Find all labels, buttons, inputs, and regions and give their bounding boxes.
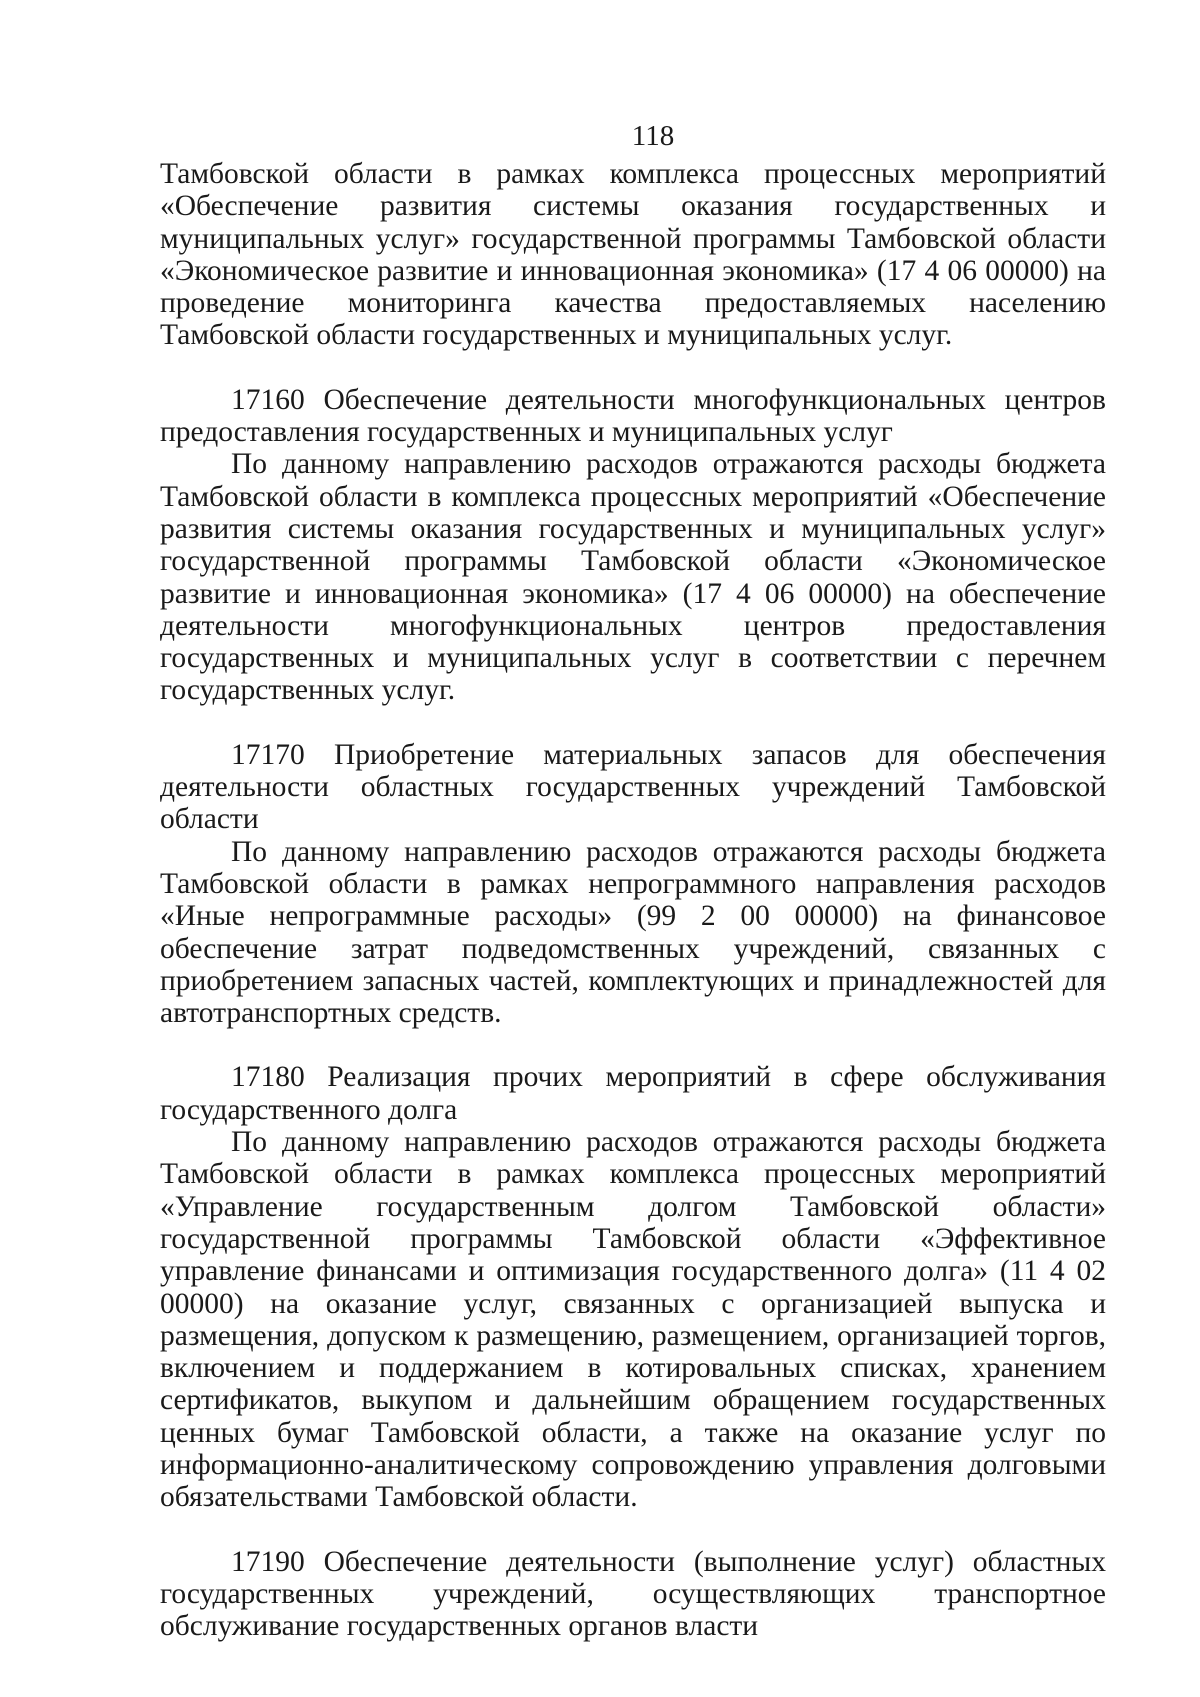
section-heading-17180: 17180 Реализация прочих мероприятий в сфере обслуживания государственного долга bbox=[160, 1061, 1106, 1126]
section-gap bbox=[160, 707, 1106, 739]
section-gap bbox=[160, 1029, 1106, 1061]
section-body-17180: По данному направлению расходов отражаются расходы бюджета Тамбовской области в рамках комплекса процессных мероприятий «Управление государственным долгом Тамбовской области» государственной программы Тамбовской области «Эффективное управление финансами и оптимизация государственного долга» (11 4 02 00000) на оказание услуг, связанных с организацией выпуска и размещения, допуском к размещению, размещением, организацией торгов, включением и поддержанием в котировальных списках, хранением сертификатов, выкупом и дальнейшим обращением государственных ценных бумаг Тамбовской области, а также на оказание услуг по информационно-аналитическому сопровождению управления долговыми обязательствами Тамбовской области. bbox=[160, 1126, 1106, 1514]
section-heading-17160: 17160 Обеспечение деятельности многофункциональных центров предоставления государственных и муниципальных услуг bbox=[160, 383, 1106, 449]
intro-paragraph: Тамбовской области в рамках комплекса процессных мероприятий «Обеспечение развития системы оказания государственных и муниципальных услуг» государственной программы Тамбовской области «Экономическое развитие и инновационная экономика» (17 4 06 00000) на проведение мониторинга качества предоставляемых населению Тамбовской области государственных и муниципальных услуг. bbox=[160, 158, 1106, 352]
section-gap bbox=[160, 352, 1106, 384]
section-body-17160: По данному направлению расходов отражаются расходы бюджета Тамбовской области в комплекса процессных мероприятий «Обеспечение развития системы оказания государственных и муниципальных услуг» государственной программы Тамбовской области «Экономическое развитие и инновационная экономика» (17 4 06 00000) на обеспечение деятельности многофункциональных центров предоставления государственных и муниципальных услуг в соответствии с перечнем государственных услуг. bbox=[160, 448, 1106, 707]
document-page bbox=[160, 118, 1106, 1642]
page-number: 118 bbox=[631, 120, 675, 152]
section-gap bbox=[160, 1514, 1106, 1546]
section-heading-17170: 17170 Приобретение материальных запасов для обеспечения деятельности областных государственных учреждений Тамбовской области bbox=[160, 738, 1106, 836]
section-heading-17190: 17190 Обеспечение деятельности (выполнение услуг) областных государственных учреждений, осуществляющих транспортное обслуживание государственных органов власти bbox=[160, 1545, 1106, 1643]
section-body-17170: По данному направлению расходов отражаются расходы бюджета Тамбовской области в рамках непрограммного направления расходов «Иные непрограммные расходы» (99 2 00 00000) на финансовое обеспечение затрат подведомственных учреждений, связанных с приобретением запасных частей, комплектующих и принадлежностей для автотранспортных средств. bbox=[160, 835, 1106, 1030]
